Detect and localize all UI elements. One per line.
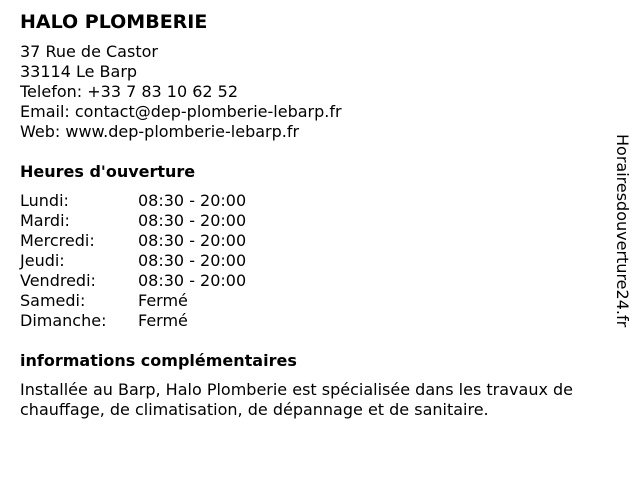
hours-time: 08:30 - 20:00 bbox=[138, 251, 247, 270]
hours-day: Samedi: bbox=[20, 291, 86, 310]
hours-day: Mardi: bbox=[20, 211, 70, 230]
hours-row-mercredi bbox=[20, 231, 620, 251]
hours-time: Fermé bbox=[138, 311, 188, 330]
hours-row-lundi bbox=[20, 191, 620, 211]
address-city: 33114 Le Barp bbox=[20, 62, 138, 81]
hours-table bbox=[20, 191, 620, 331]
info-description: Installée au Barp, Halo Plomberie est spécialisée dans les travaux de chauffage, de climatisation, de dépannage et de sanitaire. bbox=[20, 380, 574, 419]
hours-day: Mercredi: bbox=[20, 231, 95, 250]
hours-row-vendredi bbox=[20, 271, 620, 291]
hours-row-samedi bbox=[20, 291, 620, 311]
hours-time: Fermé bbox=[138, 291, 188, 310]
hours-title: Heures d'ouverture bbox=[20, 162, 196, 181]
business-name: HALO PLOMBERIE bbox=[20, 11, 208, 33]
hours-day: Lundi: bbox=[20, 191, 69, 210]
hours-row-mardi bbox=[20, 211, 620, 231]
hours-time: 08:30 - 20:00 bbox=[138, 211, 247, 230]
hours-row-jeudi bbox=[20, 251, 620, 271]
hours-day: Vendredi: bbox=[20, 271, 96, 290]
business-card bbox=[20, 10, 620, 420]
watermark-text: Horairesdouverture24.fr bbox=[613, 134, 632, 328]
hours-time: 08:30 - 20:00 bbox=[138, 231, 247, 250]
hours-time: 08:30 - 20:00 bbox=[138, 191, 247, 210]
hours-row-dimanche bbox=[20, 311, 620, 331]
email-line: Email: contact@dep-plomberie-lebarp.fr bbox=[20, 102, 342, 121]
hours-time: 08:30 - 20:00 bbox=[138, 271, 247, 290]
hours-day: Jeudi: bbox=[20, 251, 65, 270]
address-street: 37 Rue de Castor bbox=[20, 42, 158, 61]
hours-day: Dimanche: bbox=[20, 311, 107, 330]
phone-line: Telefon: +33 7 83 10 62 52 bbox=[20, 82, 239, 101]
info-title: informations complémentaires bbox=[20, 351, 297, 370]
web-line: Web: www.dep-plomberie-lebarp.fr bbox=[20, 122, 300, 141]
